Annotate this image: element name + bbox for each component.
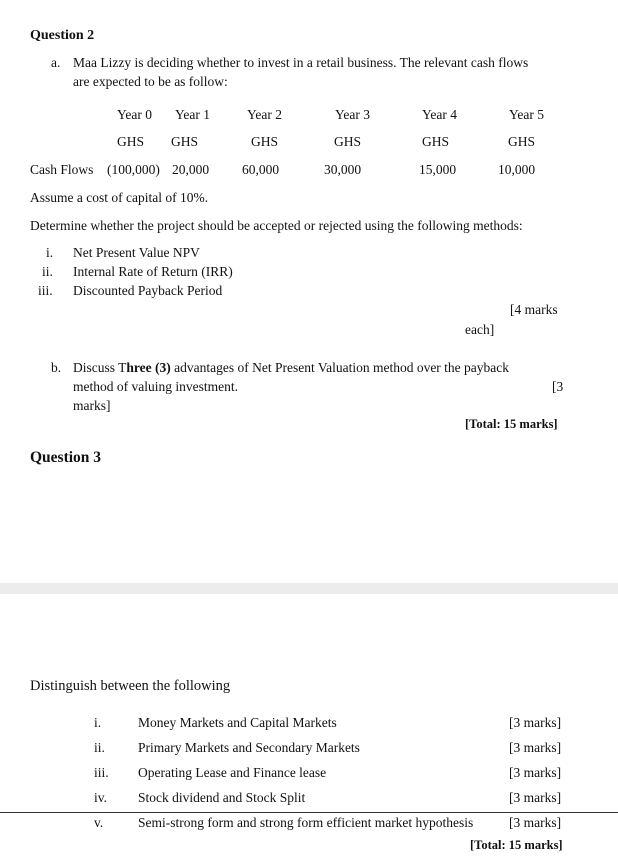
q3-item-marks: [3 marks] <box>509 715 562 730</box>
table-currency: GHS <box>117 134 145 149</box>
table-header-year: Year 5 <box>509 107 545 122</box>
table-currency: GHS <box>251 134 279 149</box>
q3-title: Question 3 <box>30 449 102 466</box>
q2-part-b-line1: Discuss Three (3) advantages of Net Present Valuation method over the payback <box>73 360 510 375</box>
method-text: Discounted Payback Period <box>73 283 223 298</box>
q3-item-num: iv. <box>94 790 107 805</box>
q2-part-a-label: a. <box>51 55 61 70</box>
table-header-year: Year 1 <box>175 107 211 122</box>
q3-intro: Distinguish between the following <box>30 678 231 694</box>
table-cell-value: 10,000 <box>498 162 536 177</box>
method-text: Net Present Value NPV <box>73 245 200 260</box>
table-header-year: Year 4 <box>422 107 458 122</box>
table-currency: GHS <box>422 134 450 149</box>
q2-part-b-line2: method of valuing investment. <box>73 379 238 394</box>
table-header-year: Year 0 <box>117 107 153 122</box>
table-cell-value: (100,000) <box>107 162 160 177</box>
page-break <box>0 583 618 594</box>
marks-label: [3 <box>552 379 564 394</box>
table-cell-value: 30,000 <box>324 162 362 177</box>
method-num: iii. <box>38 283 53 298</box>
q2-part-b-label: b. <box>51 360 62 375</box>
q3-item-marks: [3 marks] <box>509 765 562 780</box>
q3-item-num: i. <box>94 715 102 730</box>
method-num: i. <box>46 245 54 260</box>
table-cell-value: 60,000 <box>242 162 280 177</box>
marks-label: [4 marks <box>510 302 558 317</box>
table-cell-value: 20,000 <box>172 162 210 177</box>
table-header-year: Year 3 <box>335 107 371 122</box>
table-currency: GHS <box>508 134 536 149</box>
table-currency: GHS <box>334 134 362 149</box>
q3-total: [Total: 15 marks] <box>470 838 563 852</box>
table-header-year: Year 2 <box>247 107 283 122</box>
q3-item-marks: [3 marks] <box>509 740 562 755</box>
q2-total: [Total: 15 marks] <box>465 417 558 431</box>
q3-item-text: Primary Markets and Secondary Markets <box>138 740 360 755</box>
determine-text: Determine whether the project should be accepted or rejected using the following methods: <box>30 218 523 233</box>
method-num: ii. <box>42 264 53 279</box>
q3-item-text: Stock dividend and Stock Split <box>138 790 306 805</box>
table-cell-value: 15,000 <box>419 162 457 177</box>
cash-flows-label: Cash Flows <box>30 162 94 177</box>
q3-item-marks: [3 marks] <box>509 815 562 830</box>
table-currency: GHS <box>171 134 199 149</box>
q3-item-text: Semi-strong form and strong form efficient market hypothesis <box>138 815 474 830</box>
q2-part-a-line2: are expected to be as follow: <box>73 74 228 89</box>
assume-text: Assume a cost of capital of 10%. <box>30 190 209 205</box>
marks-label: each] <box>465 322 495 337</box>
q3-item-num: iii. <box>94 765 109 780</box>
marks-label: marks] <box>73 398 111 413</box>
q3-item-num: ii. <box>94 740 105 755</box>
q3-item-text: Money Markets and Capital Markets <box>138 715 337 730</box>
q3-item-marks: [3 marks] <box>509 790 562 805</box>
q3-item-text: Operating Lease and Finance lease <box>138 765 327 780</box>
method-text: Internal Rate of Return (IRR) <box>73 264 233 279</box>
q2-part-a-line1: Maa Lizzy is deciding whether to invest in a retail business. The relevant cash flows <box>73 55 529 70</box>
q3-item-num: v. <box>94 815 104 830</box>
q2-title: Question 2 <box>30 28 95 43</box>
divider <box>0 812 618 813</box>
